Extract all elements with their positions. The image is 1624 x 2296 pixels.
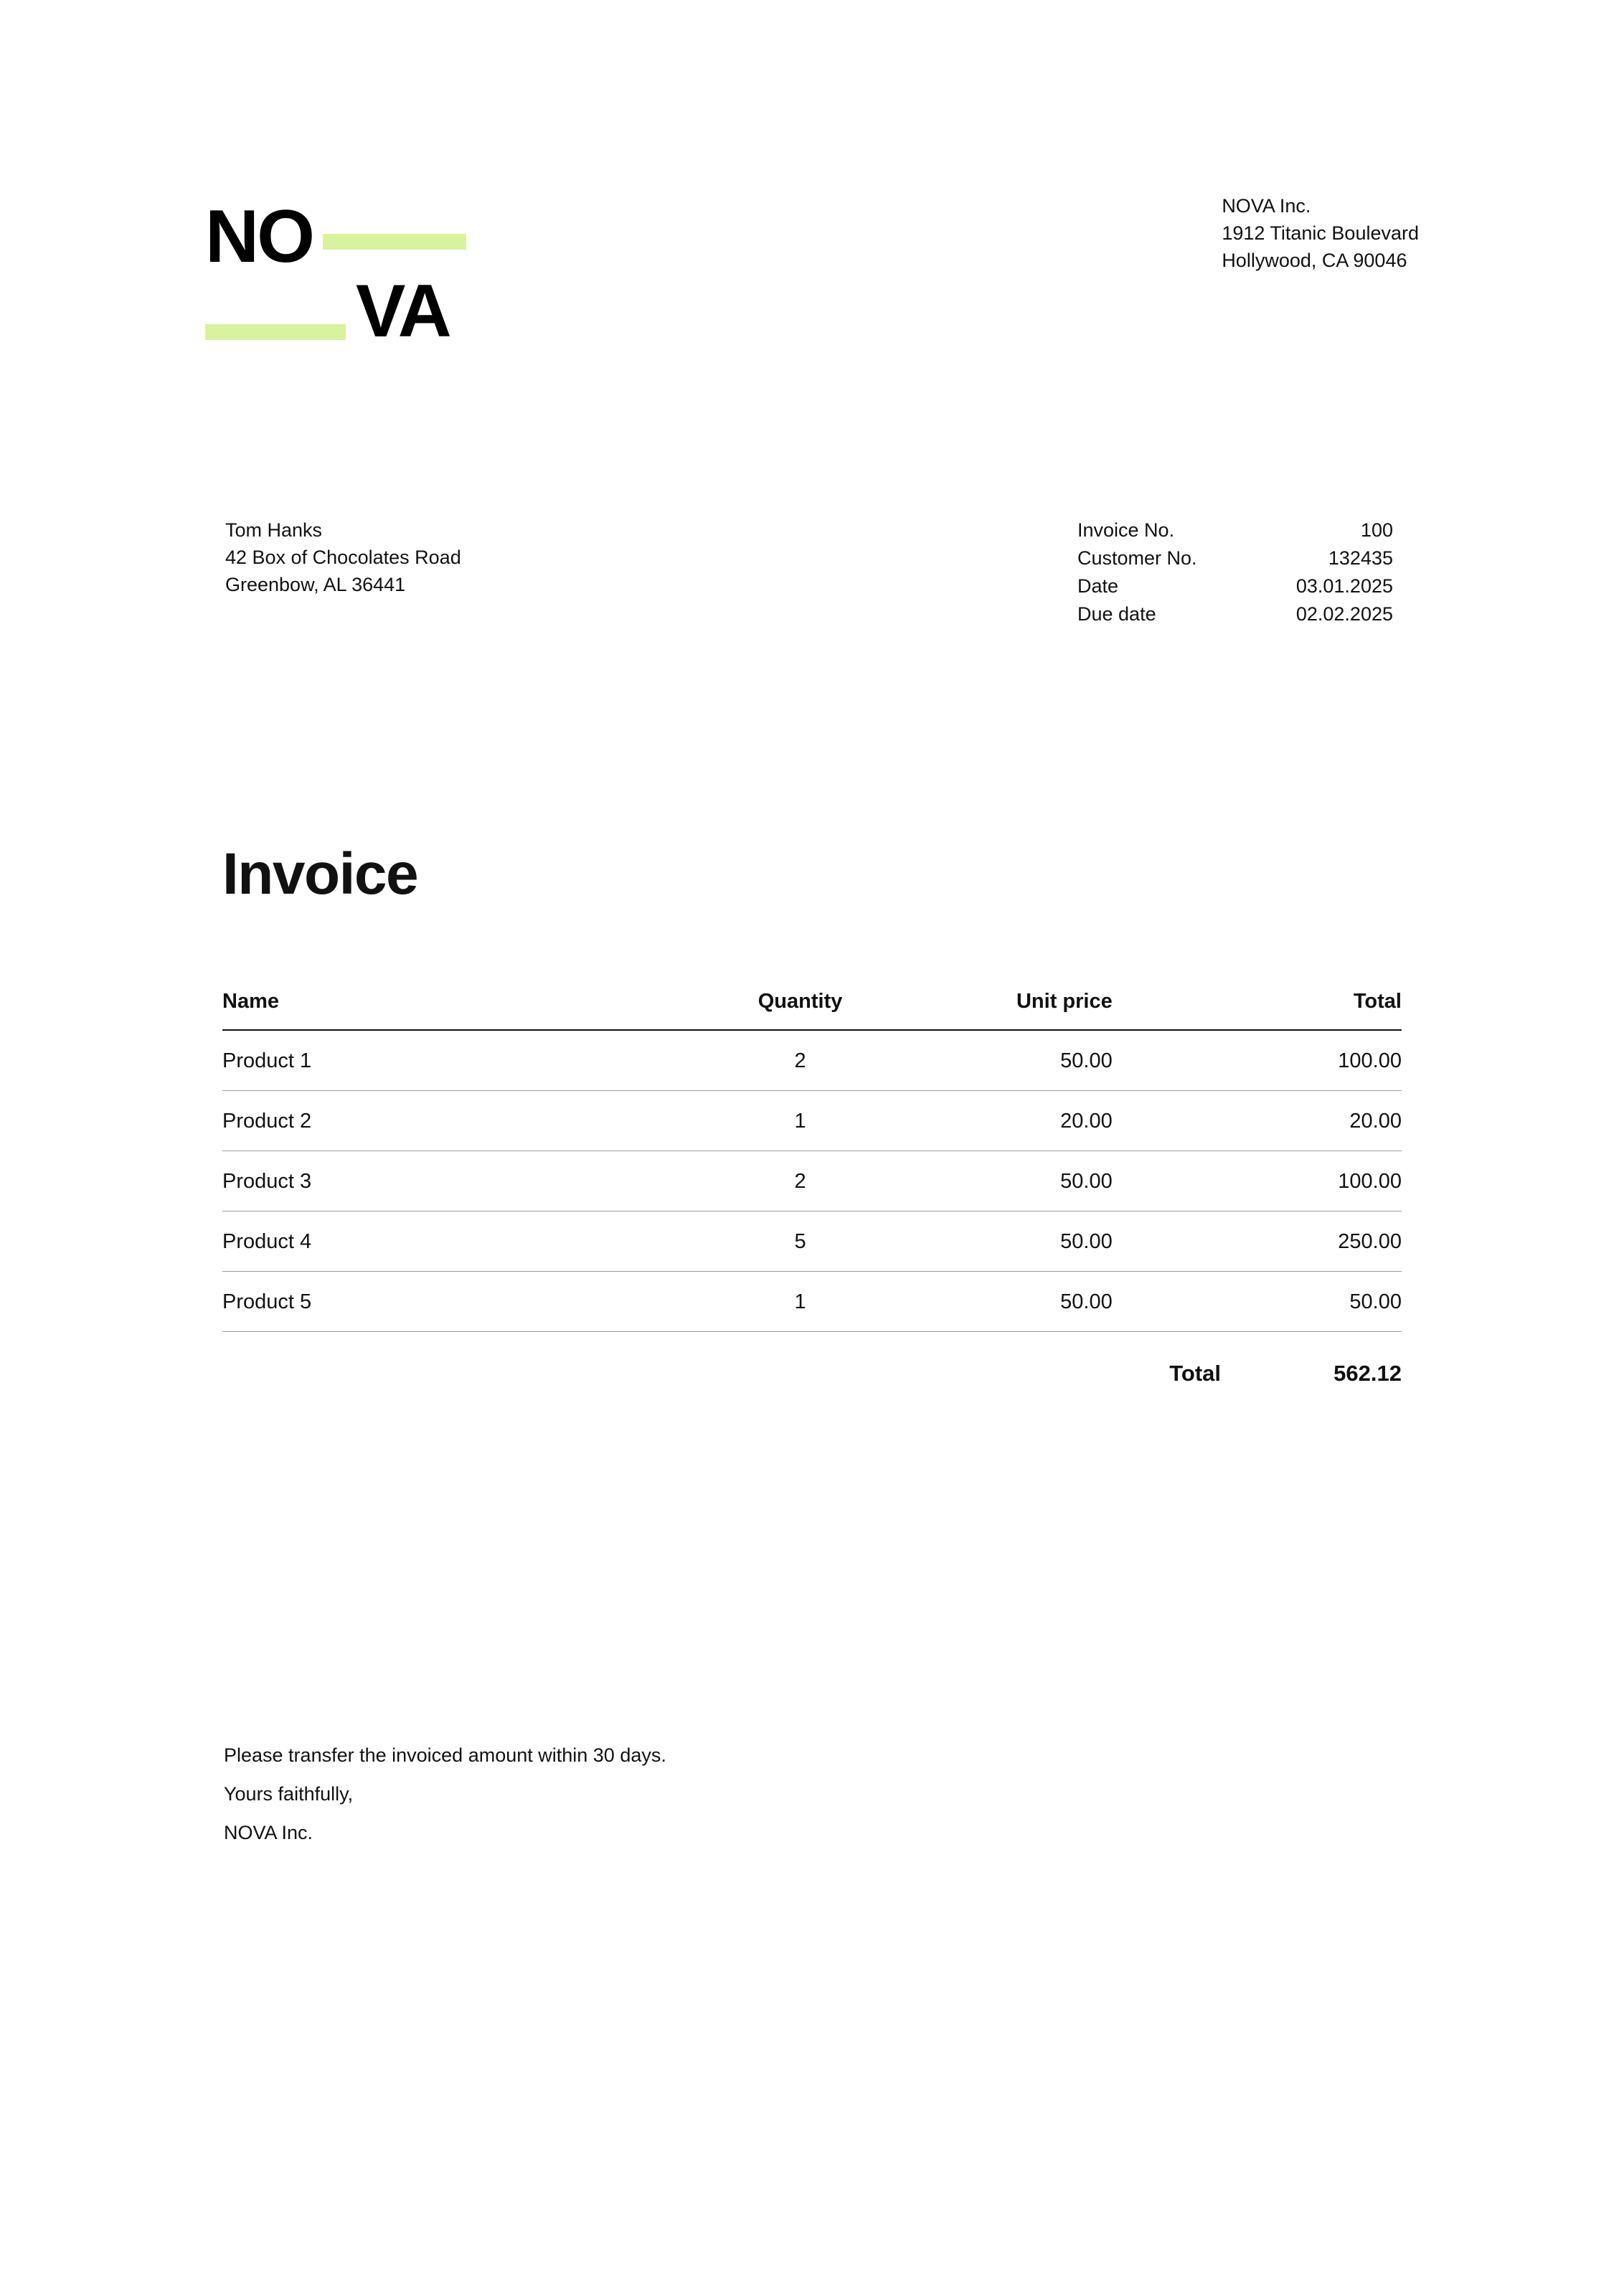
cell-name: Product 3: [222, 1151, 694, 1211]
line-items-table: [222, 990, 1402, 1332]
line-items-section: [222, 990, 1402, 1386]
meta-row-invoice-no: [1077, 516, 1393, 544]
grand-total-row: [222, 1361, 1402, 1386]
cell-name: Product 1: [222, 1030, 694, 1091]
cell-quantity: 2: [694, 1030, 907, 1091]
cell-quantity: 1: [694, 1272, 907, 1332]
document-header: [0, 0, 1624, 402]
table-row: [222, 1272, 1402, 1332]
cell-unit-price: 20.00: [907, 1091, 1154, 1151]
table-row: [222, 1091, 1402, 1151]
recipient-address: [225, 516, 461, 598]
meta-label-date: Date: [1077, 575, 1119, 597]
logo-row-top: [205, 195, 521, 278]
company-name: NOVA Inc.: [1222, 195, 1311, 217]
note-line-closing: Yours faithfully,: [224, 1783, 354, 1805]
footer-note: [224, 1736, 666, 1852]
cell-quantity: 2: [694, 1151, 907, 1211]
table-row: [222, 1211, 1402, 1272]
logo-text-va: VA: [356, 270, 450, 353]
meta-label-customer-no: Customer No.: [1077, 547, 1197, 569]
cell-name: Product 2: [222, 1091, 694, 1151]
recipient-city: Greenbow, AL 36441: [225, 574, 406, 595]
meta-value-due-date: 02.02.2025: [1295, 603, 1393, 625]
cell-total: 100.00: [1154, 1030, 1402, 1091]
grand-total-label: Total: [1169, 1361, 1221, 1386]
column-header-unit-price: Unit price: [907, 990, 1154, 1030]
grand-total-value: 562.12: [1333, 1361, 1402, 1386]
recipient-name: Tom Hanks: [225, 519, 323, 541]
logo-accent-bar-top-icon: [323, 234, 466, 250]
column-header-total: Total: [1154, 990, 1402, 1030]
cell-quantity: 1: [694, 1091, 907, 1151]
meta-row-due-date: [1077, 600, 1393, 628]
cell-total: 250.00: [1154, 1211, 1402, 1272]
cell-total: 50.00: [1154, 1272, 1402, 1332]
page-title: Invoice: [222, 841, 418, 907]
cell-unit-price: 50.00: [907, 1211, 1154, 1272]
meta-value-customer-no: 132435: [1328, 547, 1393, 569]
cell-total: 100.00: [1154, 1151, 1402, 1211]
company-address: [1222, 192, 1419, 274]
logo-accent-bar-bottom-icon: [205, 324, 346, 340]
table-header-row: [222, 990, 1402, 1030]
invoice-meta: [1077, 516, 1393, 628]
table-row: [222, 1030, 1402, 1091]
nova-logo: [205, 195, 521, 353]
table-body: [222, 1030, 1402, 1332]
meta-row-customer-no: [1077, 544, 1393, 572]
recipient-street: 42 Box of Chocolates Road: [225, 547, 461, 568]
meta-value-invoice-no: 100: [1360, 519, 1393, 541]
cell-unit-price: 50.00: [907, 1030, 1154, 1091]
cell-name: Product 5: [222, 1272, 694, 1332]
cell-quantity: 5: [694, 1211, 907, 1272]
table-head: [222, 990, 1402, 1030]
company-city: Hollywood, CA 90046: [1222, 250, 1407, 271]
meta-label-invoice-no: Invoice No.: [1077, 519, 1175, 541]
column-header-quantity: Quantity: [694, 990, 907, 1030]
cell-unit-price: 50.00: [907, 1272, 1154, 1332]
cell-total: 20.00: [1154, 1091, 1402, 1151]
meta-row-date: [1077, 572, 1393, 600]
cell-unit-price: 50.00: [907, 1151, 1154, 1211]
column-header-name: Name: [222, 990, 694, 1030]
table-row: [222, 1151, 1402, 1211]
meta-value-date: 03.01.2025: [1295, 575, 1393, 597]
note-line-payment-terms: Please transfer the invoiced amount within 30 days.: [224, 1744, 666, 1766]
logo-row-bottom: [205, 270, 521, 353]
company-street: 1912 Titanic Boulevard: [1222, 222, 1419, 244]
meta-label-due-date: Due date: [1077, 603, 1156, 625]
logo-text-no: NO: [205, 195, 313, 278]
note-line-signature: NOVA Inc.: [224, 1822, 313, 1843]
cell-name: Product 4: [222, 1211, 694, 1272]
